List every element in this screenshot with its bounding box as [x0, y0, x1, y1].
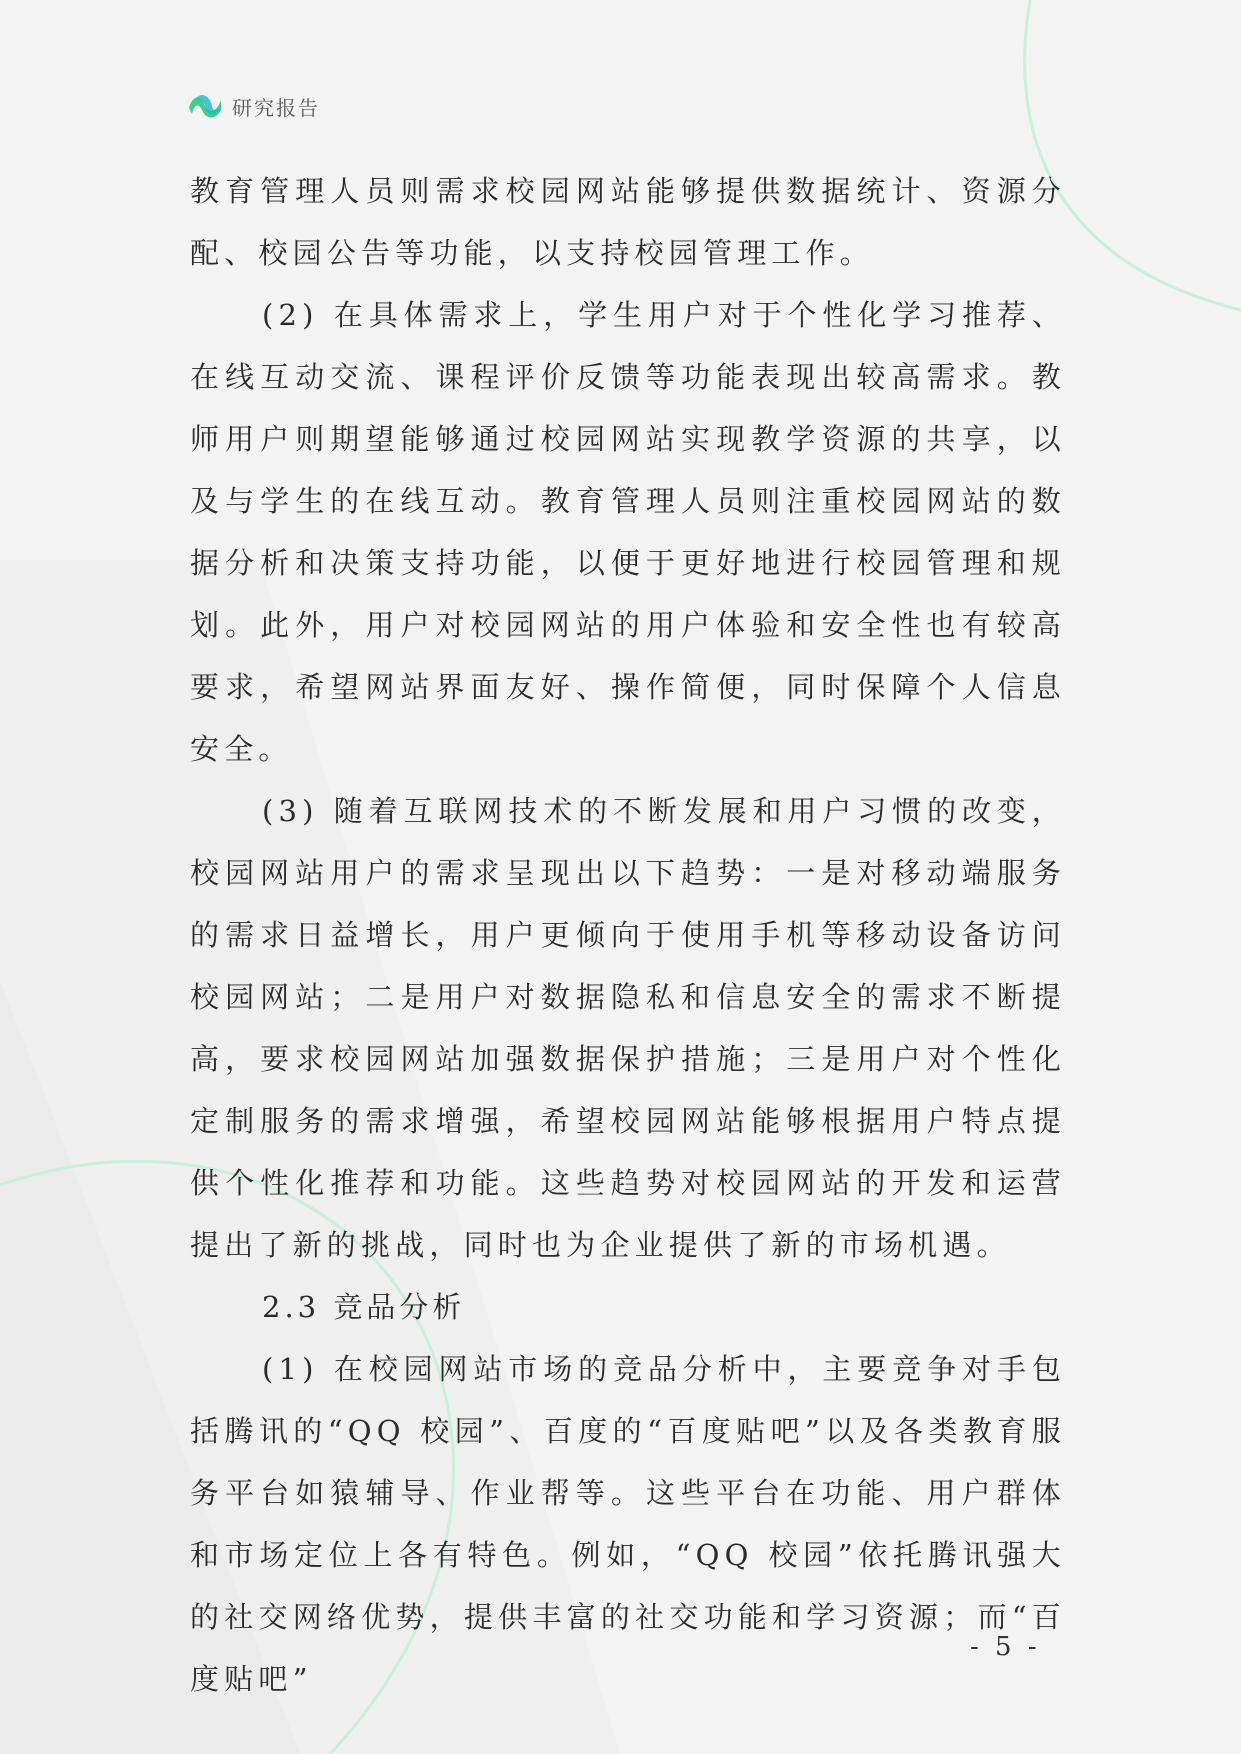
paragraph-item-3: (3) 随着互联网技术的不断发展和用户习惯的改变，校园网站用户的需求呈现出以下趋势：一是对移动端服务的需求日益增长，用户更倾向于使用手机等移动设备访问校园网站；二是用户对数据隐私和信息安全的需求不断提高，要求校园网站加强数据保护措施；三是用户对个性化定制服务的需求增强，希望校园网站能够根据用户特点提供个性化推荐和功能。这些趋势对校园网站的开发和运营提出了新的挑战，同时也为企业提供了新的市场机遇。	[190, 794, 1066, 1262]
page-number: - 5 -	[970, 1632, 1041, 1662]
document-header	[186, 88, 320, 124]
header-title: 研究报告	[232, 95, 320, 120]
section-heading: 2.3 竞品分析	[262, 1290, 466, 1324]
document-body	[190, 160, 1066, 1710]
paragraph-item-2: (2) 在具体需求上，学生用户对于个性化学习推荐、在线互动交流、课程评价反馈等功能表现出较高需求。教师用户则期望能够通过校园网站实现教学资源的共享，以及与学生的在线互动。教育管理人员则注重校园网站的数据分析和决策支持功能，以便于更好地进行校园管理和规划。此外，用户对校园网站的用户体验和安全性也有较高要求，希望网站界面友好、操作简便，同时保障个人信息安全。	[190, 298, 1066, 766]
paragraph-competitor-analysis: (1) 在校园网站市场的竞品分析中，主要竞争对手包括腾讯的“QQ 校园”、百度的“百度贴吧”以及各类教育服务平台如猿辅导、作业帮等。这些平台在功能、用户群体和市场定位上各有特色。例如，“QQ 校园”依托腾讯强大的社交网络优势，提供丰富的社交功能和学习资源；而“百度贴吧”	[190, 1352, 1066, 1696]
logo-icon	[186, 90, 224, 122]
paragraph-intro: 教育管理人员则需求校园网站能够提供数据统计、资源分配、校园公告等功能，以支持校园管理工作。	[190, 174, 1066, 270]
